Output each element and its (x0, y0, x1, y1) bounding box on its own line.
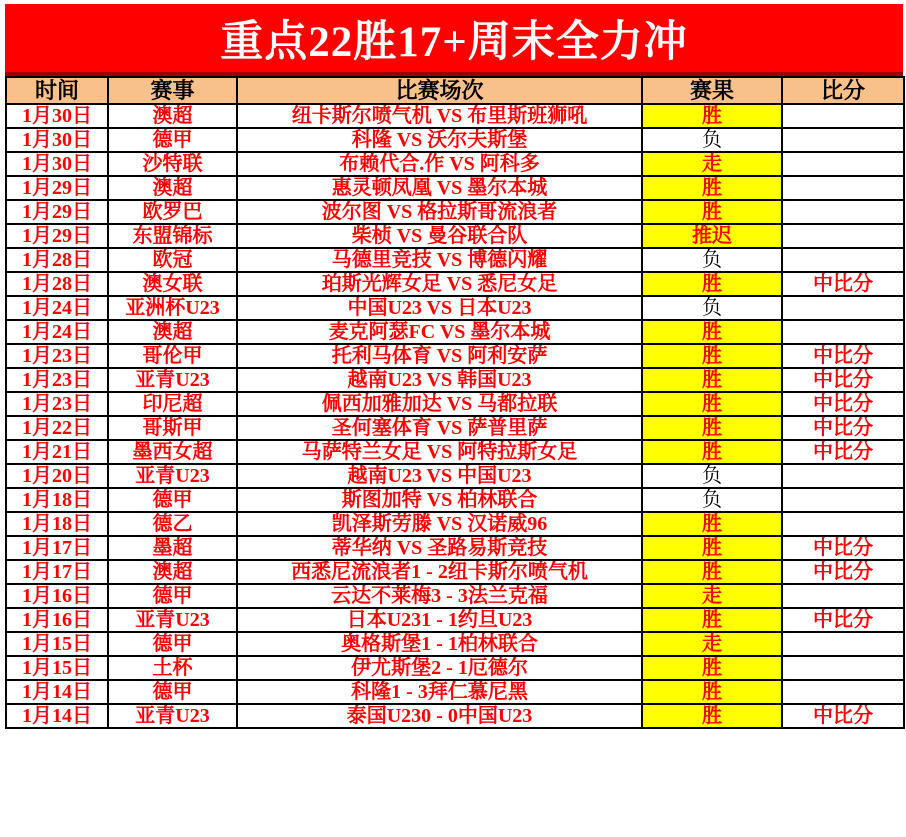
score-cell: 中比分 (782, 272, 904, 296)
league-cell: 德甲 (108, 632, 237, 656)
score-cell: 中比分 (782, 416, 904, 440)
league-cell: 东盟锦标 (108, 224, 237, 248)
result-cell: 胜 (642, 104, 782, 128)
match-cell: 日本U231 - 1约旦U23 (237, 608, 642, 632)
score-cell: 中比分 (782, 560, 904, 584)
score-cell: 中比分 (782, 392, 904, 416)
score-cell: 中比分 (782, 440, 904, 464)
table-row (6, 344, 904, 368)
match-cell: 蒂华纳 VS 圣路易斯竞技 (237, 536, 642, 560)
league-cell: 德甲 (108, 488, 237, 512)
date-cell: 1月24日 (6, 296, 108, 320)
score-cell: 中比分 (782, 368, 904, 392)
league-cell: 土杯 (108, 656, 237, 680)
table-row (6, 176, 904, 200)
table-row (6, 704, 904, 728)
match-cell: 科隆 VS 沃尔夫斯堡 (237, 128, 642, 152)
match-cell: 纽卡斯尔喷气机 VS 布里斯班狮吼 (237, 104, 642, 128)
date-cell: 1月30日 (6, 104, 108, 128)
match-cell: 波尔图 VS 格拉斯哥流浪者 (237, 200, 642, 224)
table-row (6, 416, 904, 440)
result-cell: 负 (642, 128, 782, 152)
date-cell: 1月29日 (6, 176, 108, 200)
result-cell: 胜 (642, 680, 782, 704)
table-row (6, 200, 904, 224)
table-row (6, 296, 904, 320)
result-cell: 胜 (642, 272, 782, 296)
score-cell (782, 488, 904, 512)
match-cell: 麦克阿瑟FC VS 墨尔本城 (237, 320, 642, 344)
score-cell (782, 248, 904, 272)
match-cell: 柴桢 VS 曼谷联合队 (237, 224, 642, 248)
match-cell: 马德里竞技 VS 博德闪耀 (237, 248, 642, 272)
result-cell: 胜 (642, 320, 782, 344)
league-cell: 德甲 (108, 680, 237, 704)
results-table (5, 76, 905, 729)
banner (5, 4, 903, 76)
result-cell: 胜 (642, 608, 782, 632)
league-cell: 欧冠 (108, 248, 237, 272)
result-cell: 胜 (642, 368, 782, 392)
score-cell (782, 224, 904, 248)
score-cell: 中比分 (782, 608, 904, 632)
result-cell: 胜 (642, 560, 782, 584)
table-row (6, 152, 904, 176)
result-cell: 胜 (642, 440, 782, 464)
table-row (6, 248, 904, 272)
result-cell: 负 (642, 464, 782, 488)
result-cell: 负 (642, 296, 782, 320)
table-row (6, 608, 904, 632)
header-cell-time: 时间 (6, 77, 108, 104)
league-cell: 澳超 (108, 104, 237, 128)
date-cell: 1月30日 (6, 152, 108, 176)
table-row (6, 536, 904, 560)
league-cell: 欧罗巴 (108, 200, 237, 224)
match-cell: 泰国U230 - 0中国U23 (237, 704, 642, 728)
date-cell: 1月18日 (6, 488, 108, 512)
page-title: 重点22胜17+周末全力冲 (220, 18, 688, 66)
league-cell: 印尼超 (108, 392, 237, 416)
league-cell: 澳超 (108, 320, 237, 344)
result-cell: 走 (642, 584, 782, 608)
header-cell-match: 比赛场次 (237, 77, 642, 104)
league-cell: 亚洲杯U23 (108, 296, 237, 320)
league-cell: 墨超 (108, 536, 237, 560)
match-cell: 布赖代合.作 VS 阿科多 (237, 152, 642, 176)
league-cell: 德乙 (108, 512, 237, 536)
header-cell-result: 赛果 (642, 77, 782, 104)
header-cell-league: 赛事 (108, 77, 237, 104)
date-cell: 1月16日 (6, 608, 108, 632)
score-cell (782, 296, 904, 320)
date-cell: 1月30日 (6, 128, 108, 152)
league-cell: 澳女联 (108, 272, 237, 296)
date-cell: 1月22日 (6, 416, 108, 440)
league-cell: 德甲 (108, 128, 237, 152)
result-cell: 胜 (642, 176, 782, 200)
score-cell (782, 176, 904, 200)
date-cell: 1月15日 (6, 632, 108, 656)
result-cell: 走 (642, 632, 782, 656)
table-row (6, 656, 904, 680)
match-cell: 奥格斯堡1 - 1柏林联合 (237, 632, 642, 656)
score-cell: 中比分 (782, 704, 904, 728)
league-cell: 澳超 (108, 560, 237, 584)
league-cell: 哥斯甲 (108, 416, 237, 440)
table-row (6, 584, 904, 608)
score-cell (782, 584, 904, 608)
score-cell (782, 152, 904, 176)
score-cell (782, 680, 904, 704)
date-cell: 1月15日 (6, 656, 108, 680)
score-cell (782, 656, 904, 680)
table-row (6, 104, 904, 128)
date-cell: 1月21日 (6, 440, 108, 464)
match-cell: 凯泽斯劳滕 VS 汉诺威96 (237, 512, 642, 536)
date-cell: 1月17日 (6, 536, 108, 560)
date-cell: 1月23日 (6, 344, 108, 368)
league-cell: 哥伦甲 (108, 344, 237, 368)
result-cell: 走 (642, 152, 782, 176)
result-cell: 胜 (642, 392, 782, 416)
match-cell: 珀斯光辉女足 VS 悉尼女足 (237, 272, 642, 296)
table-row (6, 392, 904, 416)
score-cell (782, 128, 904, 152)
date-cell: 1月14日 (6, 680, 108, 704)
table-row (6, 320, 904, 344)
header-cell-score: 比分 (782, 77, 904, 104)
match-cell: 佩西加雅加达 VS 马都拉联 (237, 392, 642, 416)
date-cell: 1月14日 (6, 704, 108, 728)
league-cell: 澳超 (108, 176, 237, 200)
date-cell: 1月29日 (6, 200, 108, 224)
date-cell: 1月28日 (6, 272, 108, 296)
league-cell: 亚青U23 (108, 608, 237, 632)
result-cell: 胜 (642, 512, 782, 536)
match-cell: 惠灵顿凤凰 VS 墨尔本城 (237, 176, 642, 200)
match-cell: 西悉尼流浪者1 - 2纽卡斯尔喷气机 (237, 560, 642, 584)
results-table-header (6, 77, 904, 104)
match-cell: 马萨特兰女足 VS 阿特拉斯女足 (237, 440, 642, 464)
table-row (6, 512, 904, 536)
league-cell: 墨西女超 (108, 440, 237, 464)
result-cell: 负 (642, 248, 782, 272)
match-cell: 伊尤斯堡2 - 1厄德尔 (237, 656, 642, 680)
result-cell: 胜 (642, 200, 782, 224)
table-row (6, 680, 904, 704)
date-cell: 1月29日 (6, 224, 108, 248)
score-cell (782, 512, 904, 536)
score-cell (782, 200, 904, 224)
match-cell: 云达不莱梅3 - 3法兰克福 (237, 584, 642, 608)
match-cell: 越南U23 VS 韩国U23 (237, 368, 642, 392)
score-cell: 中比分 (782, 344, 904, 368)
result-cell: 胜 (642, 344, 782, 368)
match-cell: 越南U23 VS 中国U23 (237, 464, 642, 488)
score-cell: 中比分 (782, 536, 904, 560)
date-cell: 1月18日 (6, 512, 108, 536)
league-cell: 沙特联 (108, 152, 237, 176)
result-cell: 胜 (642, 704, 782, 728)
table-row (6, 560, 904, 584)
score-cell (782, 464, 904, 488)
match-cell: 科隆1 - 3拜仁慕尼黑 (237, 680, 642, 704)
league-cell: 亚青U23 (108, 464, 237, 488)
result-cell: 胜 (642, 416, 782, 440)
date-cell: 1月24日 (6, 320, 108, 344)
match-cell: 中国U23 VS 日本U23 (237, 296, 642, 320)
result-cell: 推迟 (642, 224, 782, 248)
table-row (6, 128, 904, 152)
table-row (6, 368, 904, 392)
table-row (6, 440, 904, 464)
results-table-body (6, 104, 904, 728)
date-cell: 1月20日 (6, 464, 108, 488)
result-cell: 负 (642, 488, 782, 512)
date-cell: 1月17日 (6, 560, 108, 584)
score-cell (782, 104, 904, 128)
date-cell: 1月16日 (6, 584, 108, 608)
header-row (6, 77, 904, 104)
score-cell (782, 320, 904, 344)
match-cell: 托利马体育 VS 阿利安萨 (237, 344, 642, 368)
table-row (6, 488, 904, 512)
table-row (6, 632, 904, 656)
date-cell: 1月23日 (6, 392, 108, 416)
date-cell: 1月23日 (6, 368, 108, 392)
result-cell: 胜 (642, 536, 782, 560)
match-cell: 斯图加特 VS 柏林联合 (237, 488, 642, 512)
score-cell (782, 632, 904, 656)
date-cell: 1月28日 (6, 248, 108, 272)
match-cell: 圣何塞体育 VS 萨普里萨 (237, 416, 642, 440)
league-cell: 亚青U23 (108, 704, 237, 728)
result-cell: 胜 (642, 656, 782, 680)
table-row (6, 224, 904, 248)
table-row (6, 464, 904, 488)
league-cell: 德甲 (108, 584, 237, 608)
table-row (6, 272, 904, 296)
league-cell: 亚青U23 (108, 368, 237, 392)
